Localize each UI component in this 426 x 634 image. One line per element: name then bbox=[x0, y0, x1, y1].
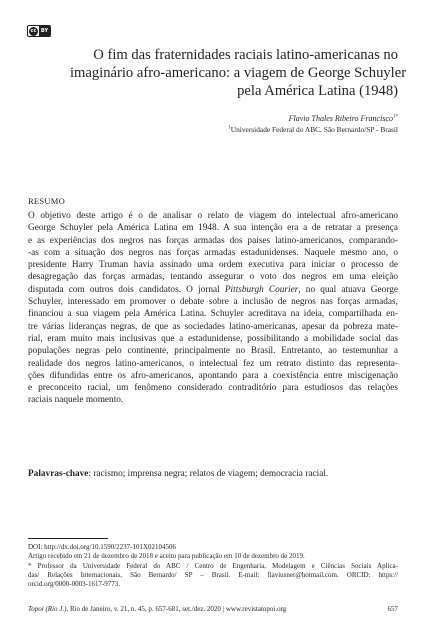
author-name: Flavio Thales Ribeiro Francisco bbox=[288, 114, 393, 123]
affiliation-text: Universidade Federal do ABC, São Bernardo/SP - Brasil bbox=[230, 125, 398, 134]
keywords-list: : racismo; imprensa negra; relatos de viagem; democracia racial. bbox=[88, 469, 329, 479]
author-line bbox=[289, 114, 398, 123]
article-title bbox=[70, 46, 407, 100]
abstract-line: -as com a situação dos negros nas forças armadas estadunidenses. Naquele mesmo ano, o bbox=[28, 247, 398, 258]
doi-line[interactable]: DOI: http://dx.doi.org/10.1590/2237-101X02104506 bbox=[28, 543, 177, 551]
orcid-line: orcid.org/0000-0003-1617-9773. bbox=[28, 580, 121, 589]
abstract-line: financiou a sua viagem pela América Latina. Schuyler acreditava na ideia, compartilhada en- bbox=[28, 309, 398, 320]
title-line: pela América Latina (1948) bbox=[237, 83, 398, 99]
page-number: 657 bbox=[387, 605, 398, 613]
footnote-divider bbox=[28, 538, 108, 539]
abstract-line: rial, eram muito mais inclusivas que a estadunidense, possibilitando a mobilidade social das bbox=[28, 333, 398, 344]
author-note-line: * Professor da Universidade Federal do ABC / Centro de Engenharia, Modelagem e Ciências Sociais Aplica- bbox=[28, 561, 398, 570]
abstract-line: disputada com outros dois candidatos. O jornal Pittsburgh Courier, no qual atuava George bbox=[28, 284, 398, 295]
footnotes bbox=[28, 543, 398, 589]
newspaper-name: Pittsburgh Courier bbox=[224, 284, 299, 295]
received-date-line: Artigo recebido em 21 de dezembro de 2018 e aceito para publicação em 10 de dezembro de 2019. bbox=[28, 552, 305, 561]
footer-citation bbox=[28, 605, 286, 613]
footer-citation-text: , Rio de Janeiro, v. 21, n. 45, p. 657-681, set./dez. 2020 | www.revistatopoi.org bbox=[66, 605, 287, 613]
affiliation-marker: 1 bbox=[228, 125, 231, 131]
journal-name: Topoi (Rio J.) bbox=[28, 605, 67, 613]
abstract-line: presidente Harry Truman havia assinado uma ordem executiva para iniciar o processo de bbox=[28, 260, 398, 271]
keywords-label: Palavras-chave bbox=[28, 469, 89, 479]
title-line: O fim das fraternidades raciais latino-americanas no bbox=[93, 47, 398, 63]
author-affiliation bbox=[228, 125, 398, 134]
abstract-line: e preconceito racial, um fenômeno considerado contraditório para estudiosos das relações bbox=[28, 383, 398, 394]
abstract-line: realidade dos negros latino-americanos, o intelectual fez um retrato distinto das representa- bbox=[28, 358, 398, 369]
abstract-line: desagregação das forças armadas, tentando assegurar o voto dos negros em uma eleição bbox=[28, 272, 398, 283]
title-line: imaginário afro-americano: a viagem de George Schuyler bbox=[70, 65, 407, 81]
creative-commons-license-badge[interactable] bbox=[27, 25, 51, 37]
author-marker: 1* bbox=[393, 114, 398, 120]
abstract-line: raciais naquele momento. bbox=[28, 395, 124, 406]
abstract-body bbox=[28, 210, 398, 407]
abstract-heading: RESUMO bbox=[28, 196, 66, 206]
author-note-line: das/ Relações Internacionais, São Bernardo/ SP – Brasil. E-mail: flaviusner@hotmail.com. ORCID: https:// bbox=[28, 570, 398, 579]
keywords bbox=[28, 468, 328, 480]
abstract-line: ções difundidas entre os afro-americanos, apontando para a coexistência entre miscigenação bbox=[28, 370, 398, 381]
page-footer bbox=[28, 605, 398, 613]
abstract-line: e as experiências dos negros nas forças armadas dos países latino-americanos, comparando- bbox=[28, 235, 398, 246]
cc-by-label: BY bbox=[40, 28, 49, 34]
abstract-line: George Schuyler pela América Latina em 1948. A sua intenção era a de retratar a presença bbox=[28, 223, 398, 234]
abstract-line: O objetivo deste artigo é o de analisar o relato de viagem do intelectual afro-americano bbox=[28, 211, 398, 221]
cc-icon: cc bbox=[30, 27, 37, 34]
abstract-line: populações negras pelo continente, principalmente no Brasil. Entretanto, ao testemunhar a bbox=[28, 346, 398, 357]
abstract-line: Schuyler, interessado em promover o debate sobre a inclusão de negros nas forças armadas, bbox=[28, 297, 398, 308]
abstract-line: tre várias lideranças negras, de que as sociedades latino-americanas, apesar da pobreza mate- bbox=[28, 321, 398, 332]
